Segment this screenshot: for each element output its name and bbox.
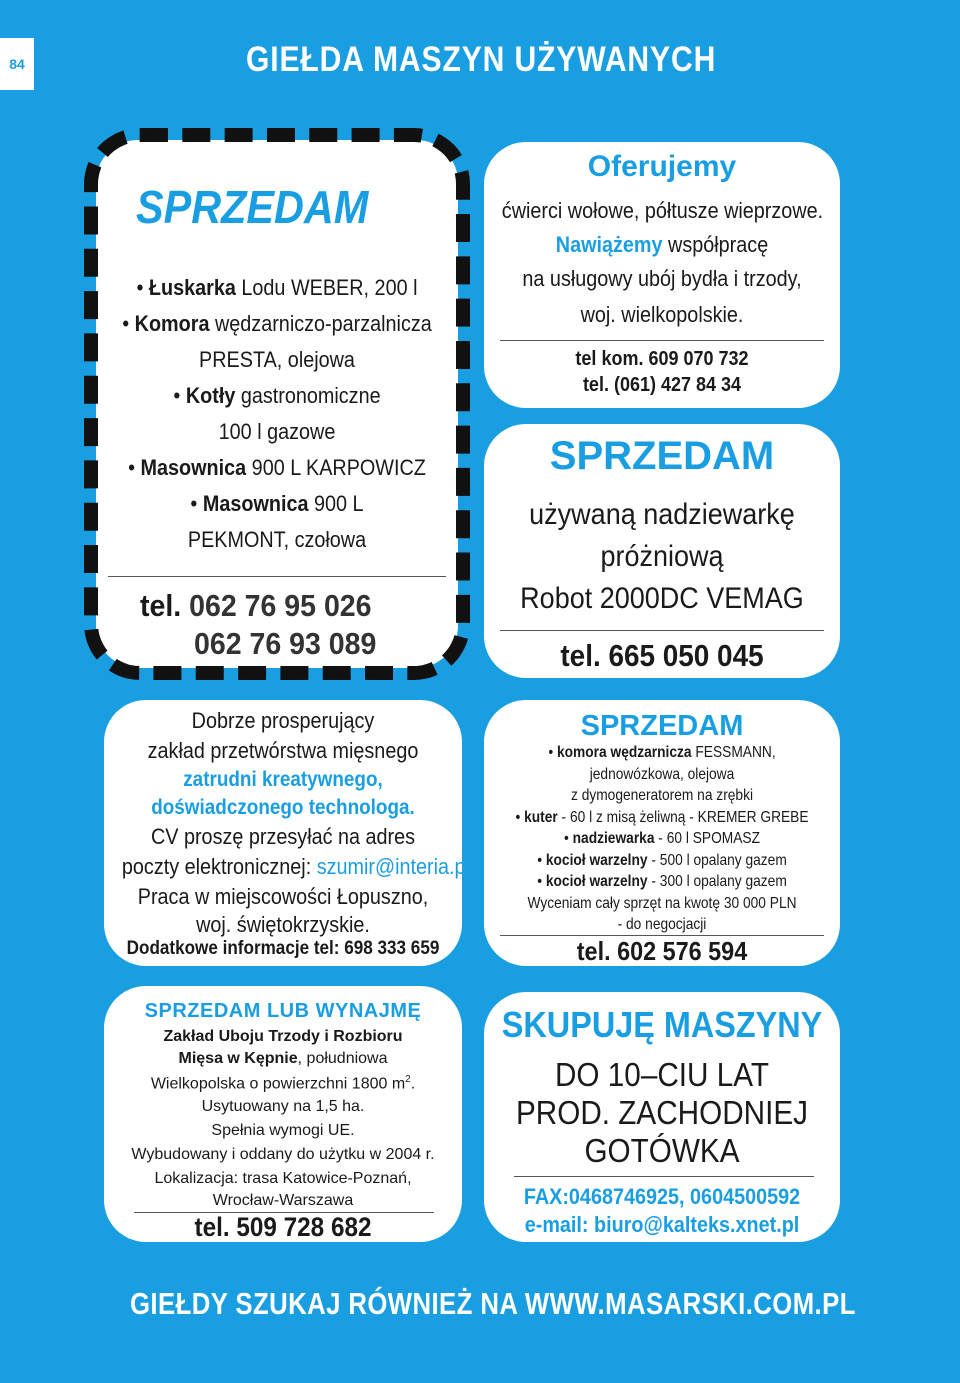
bullet-icon: • <box>564 830 573 847</box>
bullet-icon: • <box>548 744 557 761</box>
list-item: PRESTA, olejowa <box>199 347 355 372</box>
ad4-line: doświadczonego technologa. <box>151 796 415 819</box>
ad4-line: zatrudni kreatywnego, <box>183 768 383 791</box>
bullet-icon: • <box>537 851 546 869</box>
footer-link-text[interactable]: GIEŁDY SZUKAJ RÓWNIEŻ NA WWW.MASARSKI.COM.PL <box>130 1286 856 1321</box>
fax-number: FAX:0468746925, 0604500592 <box>523 1184 801 1209</box>
ad6-line: Wybudowany i oddany do użytku w 2004 r. <box>131 1146 435 1163</box>
list-item: Wyceniam cały sprzęt na kwotę 30 000 PLN <box>527 894 797 912</box>
ad7-line: DO 10–CIU LAT <box>554 1056 770 1093</box>
list-item: - do negocjacji <box>617 916 707 933</box>
ad2-line: na usługowy ubój bydła i trzody, <box>522 266 802 291</box>
ad-sprzedam-lub-wynajme <box>104 986 462 1242</box>
page-number: 84 <box>0 38 34 90</box>
ad3-title: SPRZEDAM <box>549 434 775 478</box>
bullet-icon: • <box>173 383 186 408</box>
page-header: GIEŁDA MASZYN UŻYWANYCH <box>246 40 717 79</box>
ad7-line: PROD. ZACHODNIEJ <box>515 1094 809 1131</box>
email-link[interactable]: e-mail: biuro@kalteks.xnet.pl <box>524 1212 800 1237</box>
list-item: z dymogeneratorem na zrębki <box>570 787 754 804</box>
ad3-line: próżniową <box>600 540 724 573</box>
list-item: • Masownica 900 L KARPOWICZ <box>128 455 426 480</box>
ad6-title: SPRZEDAM LUB WYNAJMĘ <box>144 1000 422 1022</box>
ad6-line: Wrocław-Warszawa <box>212 1192 354 1209</box>
ad4-line: Dobrze prosperujący <box>191 708 375 733</box>
bullet-icon: • <box>122 311 135 336</box>
phone-number: tel. 602 576 594 <box>576 936 748 966</box>
bullet-icon: • <box>136 275 149 300</box>
phone-number: 062 76 93 089 <box>194 626 377 661</box>
ad1-item-list <box>76 270 478 558</box>
divider <box>500 630 824 631</box>
ad1-content <box>96 140 458 668</box>
bullet-icon: • <box>537 873 546 890</box>
ad6-line: Wielkopolska o powierzchni 1800 $m^2$. <box>150 1074 416 1093</box>
ad2-line: Nawiążemy współpracę <box>555 232 769 257</box>
ad4-email-line: poczty elektronicznej: szumir@interia.pl <box>121 854 470 879</box>
phone-number: tel kom. 609 070 732 <box>575 348 749 370</box>
list-item: jednowózkowa, olejowa <box>589 765 735 783</box>
list-item: PEKMONT, czołowa <box>187 527 367 552</box>
ad6-line: Mięsa w Kępnie, południowa <box>178 1050 388 1067</box>
ad3-line: używaną nadziewarkę <box>529 498 795 531</box>
list-item: • kuter - 60 l z misą żeliwną - KREMER GREBE <box>515 808 809 826</box>
ad-zatrudnienie <box>104 700 470 966</box>
list-item: • Łuskarka Lodu WEBER, 200 l <box>136 275 418 300</box>
ad2-title: Oferujemy <box>587 150 737 183</box>
phone-number: tel. 665 050 045 <box>560 638 764 673</box>
ad-oferujemy <box>484 142 840 408</box>
ad4-line: Praca w miejscowości Łopuszno, <box>137 884 429 909</box>
phone-number: tel. (061) 427 84 34 <box>582 374 742 396</box>
bullet-icon: • <box>190 491 203 516</box>
ad6-line: Lokalizacja: trasa Katowice-Poznań, <box>154 1170 412 1187</box>
ad4-line: woj. świętokrzyskie. <box>196 912 370 937</box>
ad7-title: SKUPUJĘ MASZYNY <box>501 1004 823 1045</box>
ad7-line: GOTÓWKA <box>584 1132 740 1169</box>
ad-skupuje-maszyny <box>484 992 840 1242</box>
ad1-title: SPRZEDAM <box>136 181 369 233</box>
ad2-line: ćwierci wołowe, półtusze wieprzowe. <box>501 198 824 223</box>
ad5-item-list <box>474 742 850 936</box>
divider <box>108 576 446 577</box>
ad3-line: Robot 2000DC VEMAG <box>520 582 804 615</box>
list-item: • kocioł warzelny - 300 l opalany gazem <box>537 873 787 890</box>
list-item: 100 l gazowe <box>218 419 336 444</box>
phone-number: tel. 509 728 682 <box>194 1212 372 1242</box>
list-item: • Masownica 900 L <box>190 491 364 516</box>
ad6-line: Usytuowany na 1,5 ha. <box>201 1098 365 1115</box>
bullet-icon: • <box>128 455 141 480</box>
ad1-tel-row <box>140 588 372 624</box>
ad5-title: SPRZEDAM <box>580 710 744 742</box>
ad4-line: CV proszę przesyłać na adres <box>150 824 416 849</box>
list-item: • Komora wędzarniczo-parzalnicza <box>122 311 432 336</box>
ad2-line: woj. wielkopolskie. <box>580 302 744 327</box>
list-item: • Kotły gastronomiczne <box>173 383 381 408</box>
tel-label: tel. <box>140 588 182 623</box>
ad-sprzedam-nadziewarka <box>484 424 840 678</box>
ad4-line: zakład przetwórstwa mięsnego <box>147 738 419 763</box>
phone-number: 062 76 95 026 <box>189 588 372 623</box>
phone-number: Dodatkowe informacje tel: 698 333 659 <box>126 938 440 959</box>
divider <box>500 340 824 341</box>
ad6-line: Zakład Uboju Trzody i Rozbioru <box>163 1028 403 1045</box>
list-item: • komora wędzarnicza FESSMANN, <box>548 744 776 761</box>
ad-sprzedam-komora <box>484 700 840 966</box>
ad6-line: Spełnia wymogi UE. <box>211 1122 355 1139</box>
email-link[interactable]: szumir@interia.pl <box>316 854 470 879</box>
list-item: • nadziewarka - 60 l SPOMASZ <box>564 830 760 847</box>
divider <box>514 1176 814 1177</box>
bullet-icon: • <box>515 808 525 826</box>
list-item: • kocioł warzelny - 500 l opalany gazem <box>537 851 787 869</box>
